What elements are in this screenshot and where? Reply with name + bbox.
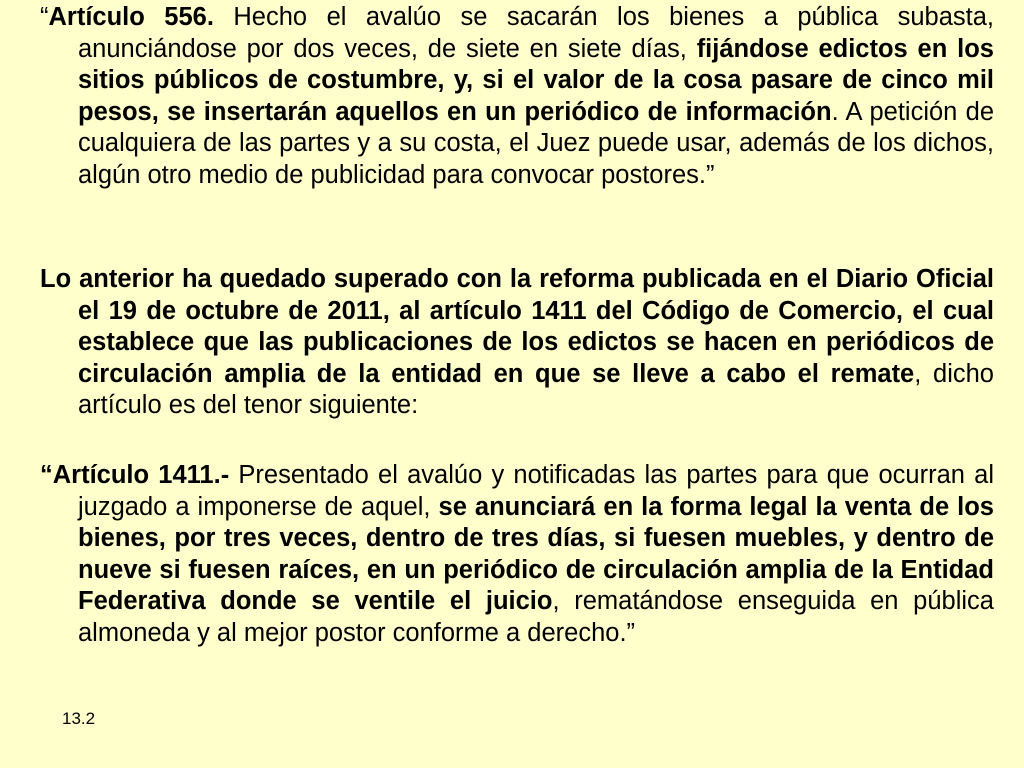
text-segment: , rematándose enseguida en pública almoneda y al mejor postor conforme a derecho.” [78,587,994,647]
text-segment-bold: se anunciará en la forma legal la venta de los bienes, por tres veces, dentro de tres días, si fuesen muebles, y dentro de nueve si fuesen raíces, en un periódico de circulación amplia de la Entidad Federativa donde se ventile el juicio [78,492,994,615]
text-segment-bold: Lo anterior ha quedado superado con la reforma publicada en el Diario Oficial el 19 de octubre de 2011, al artículo 1411 del Código de Comercio, el cual establece que las publicaciones de los edictos se hacen en periódicos de circulación amplia de la entidad en que se lleve a cabo el remate [40,265,994,388]
text-segment-bold: “Artículo 1411.- [40,461,230,489]
text-segment: “ [40,3,49,31]
text-segment-bold: fijándose edictos en los sitios públicos de costumbre, y, si el valor de la cosa pasare de cinco mil pesos, se insertarán aquellos en un periódico de información [78,34,994,126]
paragraph-article-556 [40,2,994,191]
paragraph-reform-note [40,264,994,422]
text-segment: , dicho artículo es del tenor siguiente: [78,359,994,419]
text-segment: . A petición de cualquiera de las partes y a su costa, el Juez puede usar, además de los dichos, algún otro medio de publicidad para convocar postores.” [78,97,995,189]
text-segment: Hecho el avalúo se sacarán los bienes a pública subasta, anunciándose por dos veces, de siete en siete días, [78,3,994,63]
text-segment: Presentado el avalúo y notificadas las partes para que ocurran al juzgado a imponerse de aquel, [78,461,994,521]
paragraph-article-1411 [40,460,994,649]
text-segment-bold: Artículo 556. [48,3,214,31]
page-number: 13.2 [62,709,96,728]
